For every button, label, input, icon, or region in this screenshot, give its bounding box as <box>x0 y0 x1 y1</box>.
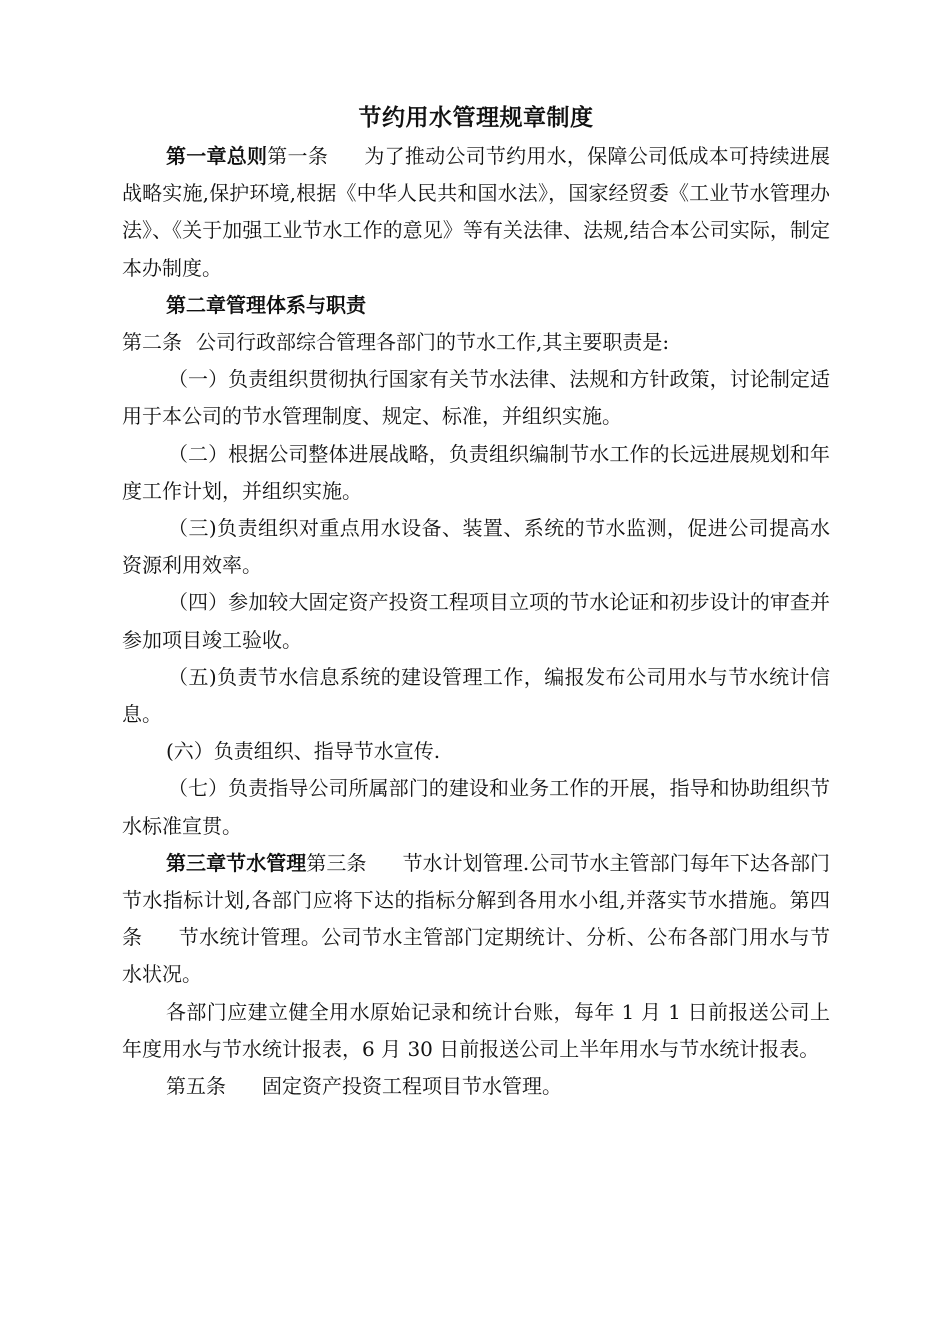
duty-item-3: （三)负责组织对重点用水设备、装置、系统的节水监测，促进公司提高水资源利用效率。 <box>122 516 830 578</box>
chapter-3-paragraph <box>122 845 830 994</box>
chapter-3-heading: 第三章节水管理 <box>166 850 307 875</box>
article-3-label: 第三条 <box>306 850 367 875</box>
statistics-paragraph: 各部门应建立健全用水原始记录和统计台账，每年 1 月 1 日前报送公司上年度用水与节水统计报表，6 月 30 日前报送公司上半年用水与节水统计报表。 <box>122 999 830 1061</box>
article-4-label: 第四条 <box>122 888 830 950</box>
article-5-label: 第五条 <box>166 1074 226 1099</box>
duty-item-5: （五)负责节水信息系统的建设管理工作，编报发布公司用水与节水统计信息。 <box>122 664 830 727</box>
article-3-text: 节水计划管理.公司节水主管部门每年下达各部门节水指标计划,各部门应将下达的指标分解到各用水小组,并落实节水措施。 <box>122 850 831 913</box>
article-2-label: 第二条 <box>122 330 182 355</box>
duty-item-1: （一）负责组织贯彻执行国家有关节水法律、法规和方针政策，讨论制定适用于本公司的节水管理制度、规定、标准，并组织实施。 <box>122 367 830 429</box>
article-1-label: 第一条 <box>267 144 329 168</box>
duty-item-6: (六）负责组织、指导节水宣传. <box>166 739 441 764</box>
document-title: 节约用水管理规章制度 <box>358 105 594 131</box>
chapter-2-heading: 第二章管理体系与职责 <box>166 292 366 317</box>
article-2-text: 公司行政部综合管理各部门的节水工作,其主要职责是: <box>196 330 670 355</box>
article-5-text: 固定资产投资工程项目节水管理。 <box>262 1074 562 1099</box>
duty-item-2: （二）根据公司整体进展战略，负责组织编制节水工作的长远进展规划和年度工作计划，并组织实施。 <box>122 441 830 503</box>
chapter-1-heading: 第一章总则 <box>166 144 268 168</box>
chapter-1-paragraph <box>122 138 830 287</box>
article-1-text: 为了推动公司节约用水，保障公司低成本可持续进展战略实施,保护环境,根据《中华人民共和国水法》，国家经贸委《工业节水管理办法》、《关于加强工业节水工作的意见》等有关法律、法规,结合本公司实际，制定本办制度。 <box>122 144 831 280</box>
article-5-paragraph <box>122 1068 830 1105</box>
chapter-2-heading-line <box>122 287 830 324</box>
duty-item-4: （四）参加较大固定资产投资工程项目立项的节水论证和初步设计的审查并参加项目竣工验收。 <box>122 590 830 652</box>
article-2-paragraph <box>122 324 830 361</box>
article-4-text: 节水统计管理。公司节水主管部门定期统计、分析、公布各部门用水与节水状况。 <box>122 925 831 987</box>
duty-item-7: （七）负责指导公司所属部门的建设和业务工作的开展，指导和协助组织节水标准宣贯。 <box>122 776 830 838</box>
